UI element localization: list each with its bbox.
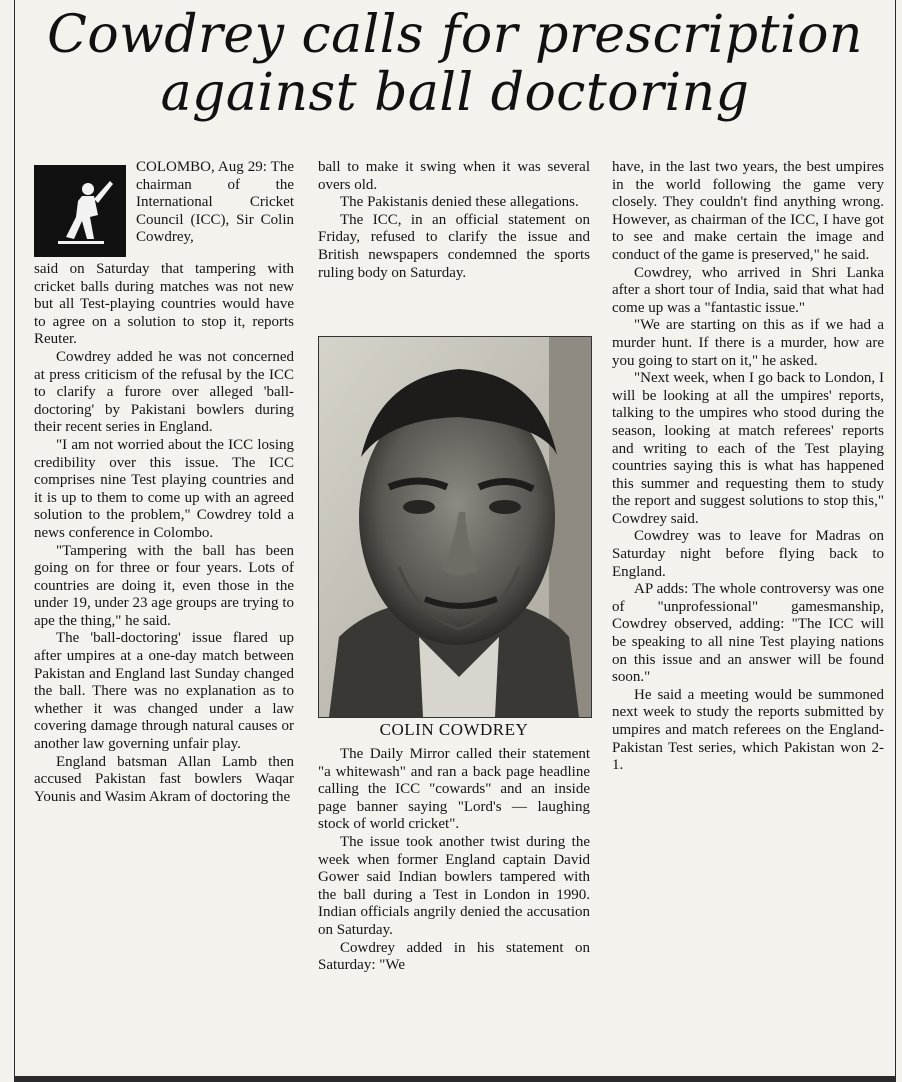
paragraph: AP adds: The whole controversy was one of "unprofessional" gamesmanship, Cowdrey observed, adding: "The ICC will be speaking to all nine Test playing nations on this issue and an answer will be found soon." xyxy=(612,581,884,686)
paragraph: Cowdrey, who arrived in Shri Lanka after a short tour of India, said that what had come up was a "fantastic issue." xyxy=(612,264,884,316)
paragraph: have, in the last two years, the best umpires in the world following the game very closely. They couldn't find anything wrong. However, as chairman of the ICC, I have got to see and make certain the image and conduct of the game is preserved," he said. xyxy=(612,159,884,263)
paragraph: Cowdrey added in his statement on Saturday: "We xyxy=(318,939,590,974)
lead-paragraph: COLOMBO, Aug 29: The chairman of the International Cricket Council (ICC), Sir Colin Cowdrey, xyxy=(136,159,294,246)
paragraph: ball to make it swing when it was several overs old. xyxy=(318,159,590,193)
paragraph: "Next week, when I go back to London, I will be looking at all the umpires' reports, talking to the umpires who stood during the season, looking at match referees' reports and writing to each of the Test playing countries saying this is what has happened this summer and requesting them to study the report and suggest solutions to stop this," Cowdrey said. xyxy=(612,370,884,527)
paragraph: Cowdrey was to leave for Madras on Saturday night before flying back to England. xyxy=(612,528,884,580)
photo-caption: COLIN COWDREY xyxy=(379,720,529,739)
paragraph: The ICC, in an official statement on Friday, refused to clarify the issue and British newspapers condemned the sports ruling body on Saturday. xyxy=(318,211,590,281)
portrait-photo xyxy=(318,336,592,718)
paragraph: Cowdrey added he was not concerned at press criticism of the refusal by the ICC to clarify a furore over alleged 'ball-doctoring' by Pakistani bowlers during their recent series in England. xyxy=(34,348,294,436)
bottom-rule xyxy=(14,1076,896,1082)
headline-line-1: Cowdrey calls for prescription xyxy=(47,5,863,65)
paragraph: The issue took another twist during the week when former England captain David Gower said Indian bowlers tampered with the ball during a Test in London in 1990. Indian officials angrily denied the accusation on Saturday. xyxy=(318,833,590,938)
right-column-rule xyxy=(895,0,896,1082)
column-1 xyxy=(34,159,294,806)
column-2-top xyxy=(318,159,590,282)
headline xyxy=(20,6,890,122)
headline-line-2: against ball doctoring xyxy=(160,63,750,123)
paragraph: "I am not worried about the ICC losing credibility over this issue. The ICC comprises nine Test playing countries and it is up to them to come up with an agreed solution to the problem," Cowdrey told a news conference in Colombo. xyxy=(34,436,294,541)
paragraph: The 'ball-doctoring' issue flared up after umpires at a one-day match between Pakistan and England last Sunday changed the ball. There was no explanation as to whether it was changed under a law covering damage through natural causes or another law governing unfair play. xyxy=(34,630,294,753)
paragraph: The Pakistanis denied these allegations. xyxy=(340,194,579,211)
paragraph: The Daily Mirror called their statement "a whitewash" and ran a back page headline calling the ICC "cowards" and an inside page banner saying "Lord's — laughing stock of world cricket". xyxy=(318,746,590,833)
cricket-batsman-icon xyxy=(34,165,126,257)
paragraph: He said a meeting would be summoned next week to study the reports submitted by umpires and match referees on the England-Pakistan Test series, which Pakistan won 2-1. xyxy=(612,686,884,774)
paragraph: England batsman Allan Lamb then accused Pakistan fast bowlers Waqar Younis and Wasim Akram of doctoring the xyxy=(34,753,294,805)
column-3 xyxy=(612,159,884,775)
paragraph: "Tampering with the ball has been going on for three or four years. Lots of countries are doing it, even those in the under 19, under 23 age groups are trying to ape the thing," he said. xyxy=(34,542,294,629)
left-column-rule xyxy=(14,0,15,1082)
paragraph: "We are starting on this as if we had a murder hunt. If there is a murder, how are you going to start on it," he asked. xyxy=(612,317,884,369)
column-2-bottom xyxy=(318,746,590,975)
lead-paragraph-continued: said on Saturday that tampering with cricket balls during matches was not new but all Test-playing countries would have to agree on a solution to stop it, reports Reuter. xyxy=(34,261,294,348)
